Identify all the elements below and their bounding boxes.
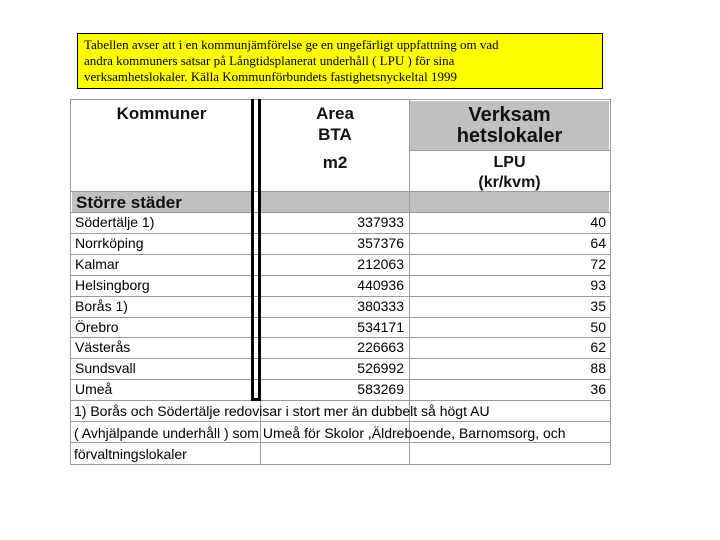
- area-value: 583269: [357, 381, 404, 397]
- footnote-1: 1) Borås och Södertälje redovisar i stort mer än dubbelt så högt AU: [74, 403, 490, 419]
- kommun-name: Helsingborg: [75, 277, 150, 293]
- grid-h-verksam: [409, 150, 610, 151]
- area-value: 526992: [357, 360, 404, 376]
- area-value: 357376: [357, 235, 404, 251]
- lpu-value: 62: [590, 339, 606, 355]
- kommun-name: Sundsvall: [75, 360, 136, 376]
- note-line-1: Tabellen avser att i en kommunjämförelse ge en ungefärligt uppfattning om vad: [84, 37, 499, 52]
- lpu-table: [70, 99, 611, 465]
- kommun-name: Västerås: [75, 339, 131, 355]
- grid-h-row: [70, 421, 611, 422]
- area-value: 337933: [357, 214, 404, 230]
- header-bta: BTA: [318, 125, 352, 144]
- info-note: [77, 33, 603, 89]
- footnote-3: förvaltningslokaler: [74, 446, 187, 462]
- grid-h-top: [70, 99, 611, 100]
- lpu-value: 40: [590, 214, 606, 230]
- area-value: 226663: [357, 339, 404, 355]
- grid-v-left: [70, 99, 71, 465]
- lpu-value: 36: [590, 381, 606, 397]
- header-hetslokaler: hetslokaler: [456, 125, 563, 147]
- header-kommuner: Kommuner: [116, 104, 207, 123]
- header-m2: m2: [322, 153, 348, 172]
- lpu-value: 64: [590, 235, 606, 251]
- group-label: Större städer: [76, 193, 182, 212]
- group-header-bg-right: [261, 191, 609, 212]
- kommun-name: Örebro: [75, 319, 119, 335]
- header-lpu-unit: (kr/kvm): [478, 174, 541, 191]
- header-lpu: LPU: [493, 154, 526, 171]
- kommun-name: Kalmar: [75, 256, 120, 272]
- kommun-name: Södertälje 1): [75, 214, 155, 230]
- area-value: 212063: [357, 256, 404, 272]
- lpu-value: 88: [590, 360, 606, 376]
- header-area: Area: [316, 104, 354, 123]
- note-line-2: andra kommuners satsar på Långtidsplanerat underhåll ( LPU ) för sina: [84, 53, 455, 68]
- grid-v-right: [610, 99, 611, 465]
- area-value: 380333: [357, 298, 404, 314]
- footnote-2: ( Avhjälpande underhåll ) som Umeå för Skolor ,Äldreboende, Barnomsorg, och: [74, 425, 566, 441]
- note-line-3: verksamhetslokaler. Källa Kommunförbundets fastighetsnyckeltal 1999: [84, 69, 457, 84]
- kommun-name: Umeå: [75, 381, 113, 397]
- kommun-name: Norrköping: [75, 235, 144, 251]
- area-value: 534171: [357, 319, 404, 335]
- area-value: 440936: [357, 277, 404, 293]
- lpu-value: 72: [590, 256, 606, 272]
- lpu-value: 93: [590, 277, 606, 293]
- kommun-name: Borås 1): [75, 298, 128, 314]
- lpu-value: 35: [590, 298, 606, 314]
- lpu-value: 50: [590, 319, 606, 335]
- header-verksam: Verksam: [468, 104, 551, 126]
- thick-bar-left: [251, 99, 254, 401]
- grid-h-bottom: [70, 464, 611, 465]
